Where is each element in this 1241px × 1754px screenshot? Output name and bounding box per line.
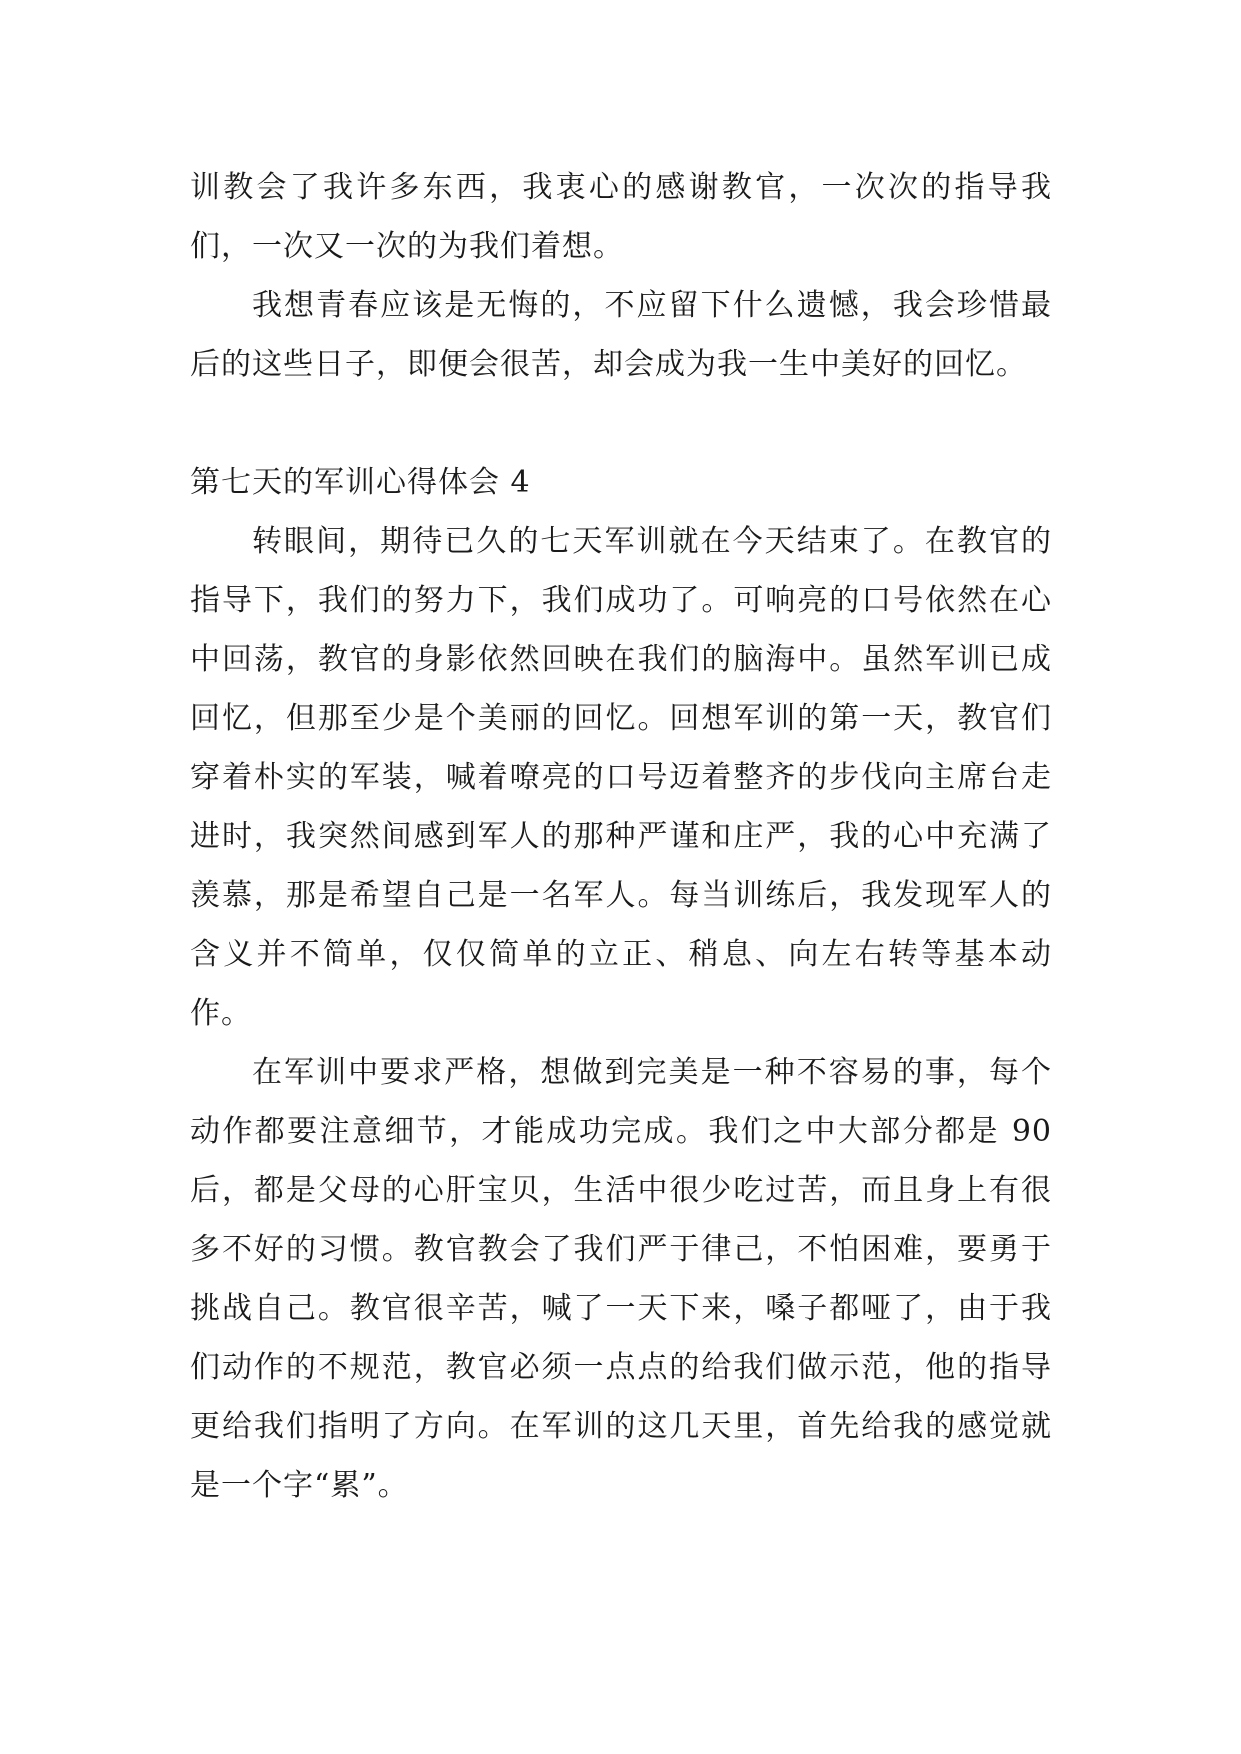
document-body [190,158,1052,1515]
section-paragraph-2: 在军训中要求严格，想做到完美是一种不容易的事，每个动作都要注意细节，才能成功完成。我们之中大部分都是 90 后，都是父母的心肝宝贝，生活中很少吃过苦，而且身上有很多不好的习惯。教官教会了我们严于律己，不怕困难，要勇于挑战自己。教官很辛苦，喊了一天下来，嗓子都哑了，由于我们动作的不规范，教官必须一点点的给我们做示范，他的指导更给我们指明了方向。在军训的这几天里，首先给我的感觉就是一个字“累”。 [190,1055,1052,1503]
continuation-paragraph: 训教会了我许多东西，我衷心的感谢教官，一次次的指导我们，一次又一次的为我们着想。 [190,170,1052,264]
section-title: 第七天的军训心得体会 4 [190,465,531,500]
section-paragraph-1: 转眼间，期待已久的七天军训就在今天结束了。在教官的指导下，我们的努力下，我们成功了。可响亮的口号依然在心中回荡，教官的身影依然回映在我们的脑海中。虽然军训已成回忆，但那至少是个美丽的回忆。回想军训的第一天，教官们穿着朴实的军装，喊着嘹亮的口号迈着整齐的步伐向主席台走进时，我突然间感到军人的那种严谨和庄严，我的心中充满了羡慕，那是希望自己是一名军人。每当训练后，我发现军人的含义并不简单，仅仅简单的立正、稍息、向左右转等基本动作。 [190,524,1052,1031]
closing-paragraph: 我想青春应该是无悔的，不应留下什么遗憾，我会珍惜最后的这些日子，即便会很苦，却会成为我一生中美好的回忆。 [190,288,1052,382]
